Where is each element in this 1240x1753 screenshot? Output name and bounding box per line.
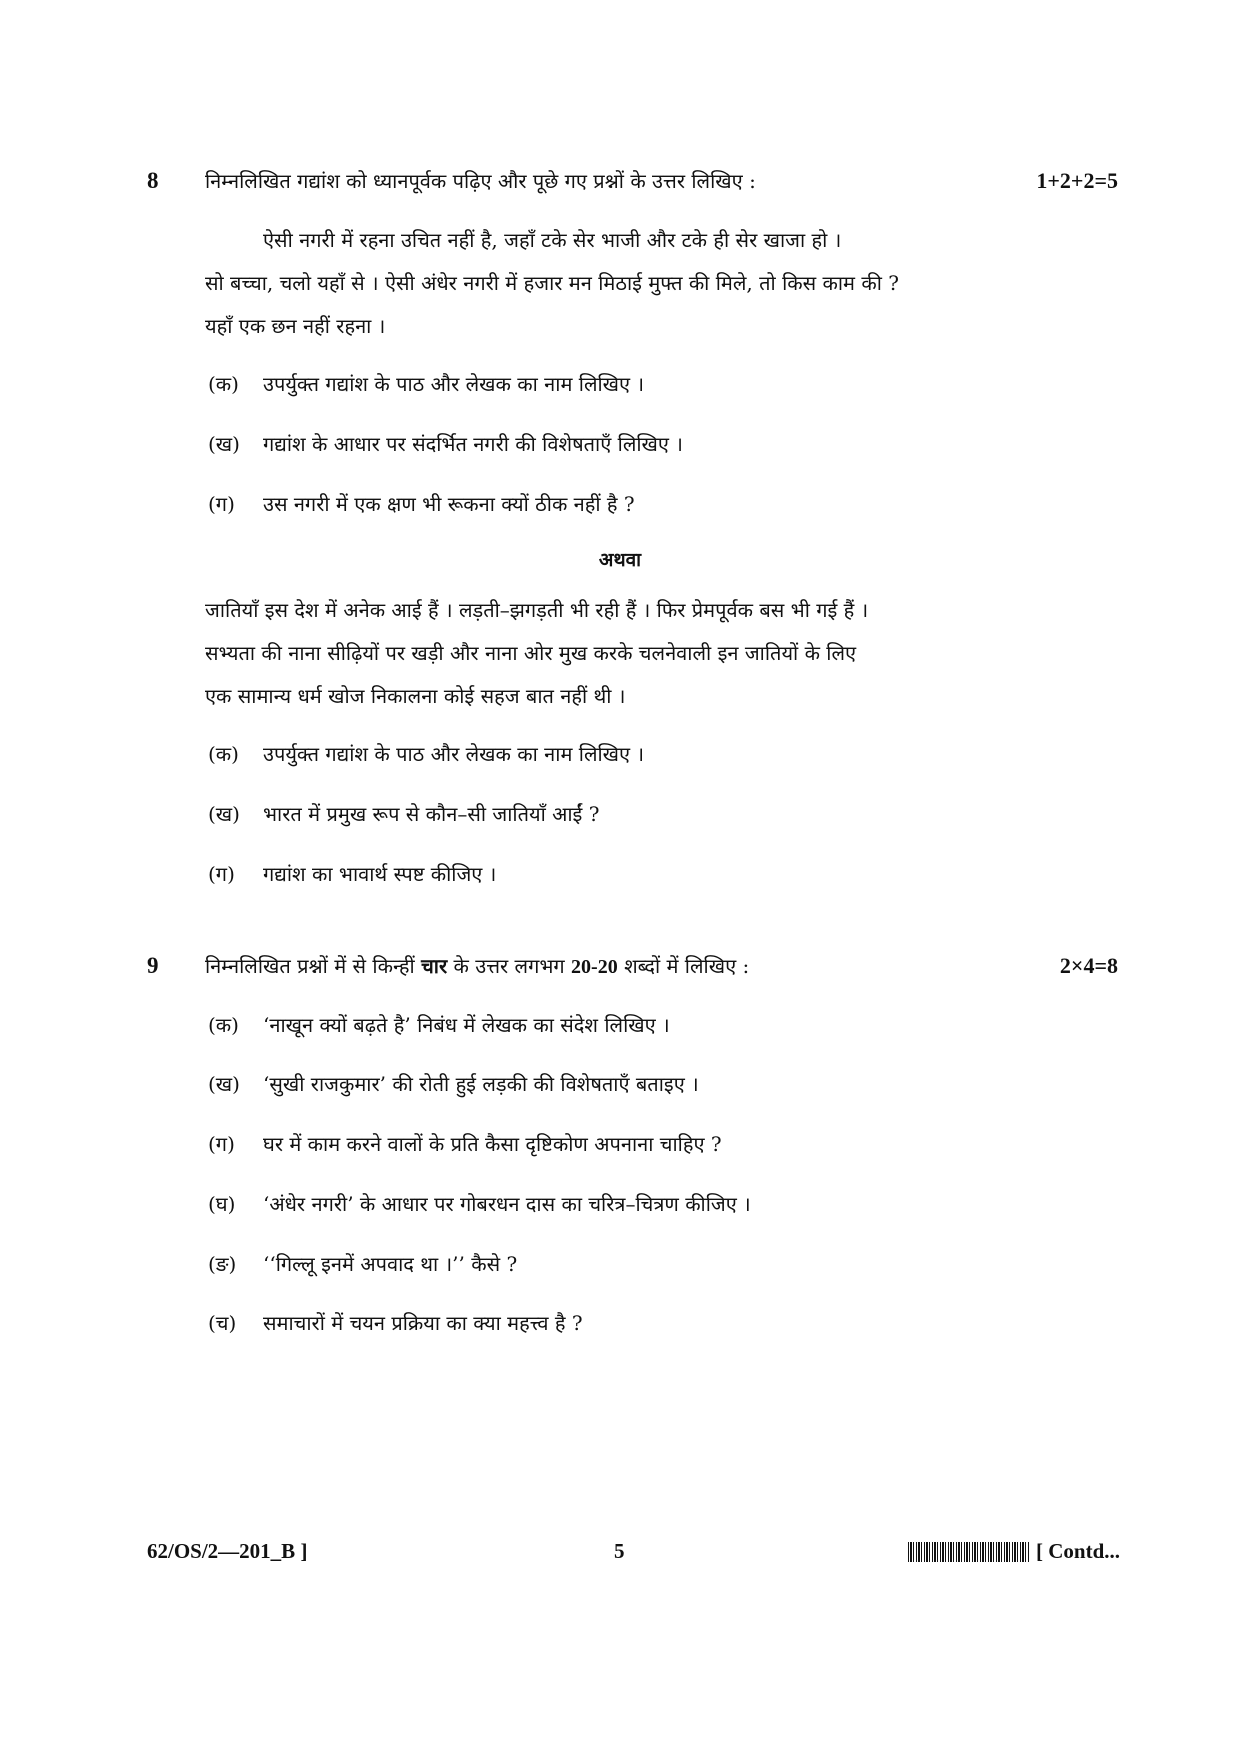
sub-question-text: घर में काम करने वालों के प्रति कैसा दृष्टिकोण अपनाना चाहिए ? <box>263 1132 722 1156</box>
sub-question-label: (ग) <box>208 492 235 516</box>
question-number: 9 <box>147 953 159 978</box>
sub-question-text: ‘‘गिल्लू इनमें अपवाद था ।’’ कैसे ? <box>263 1252 518 1276</box>
question-number: 8 <box>147 168 159 193</box>
instruction-count: चार <box>421 954 448 978</box>
question-marks: 2×4=8 <box>1059 953 1118 978</box>
paper-code: 62/OS/2—201_B ] <box>147 1539 308 1563</box>
sub-question-text: ‘सुखी राजकुमार’ की रोती हुई लड़की की विशेषताएँ बताइए । <box>263 1072 699 1096</box>
sub-question-text: गद्यांश के आधार पर संदर्भित नगरी की विशेषताएँ लिखिए । <box>263 432 683 456</box>
sub-question-text: गद्यांश का भावार्थ स्पष्ट कीजिए । <box>263 862 497 886</box>
passage-line: यहाँ एक छन नहीं रहना । <box>205 314 386 338</box>
sub-question-text: ‘नाखून क्यों बढ़ते है’ निबंध में लेखक का संदेश लिखिए । <box>263 1013 670 1037</box>
question-instruction: निम्नलिखित गद्यांश को ध्यानपूर्वक पढ़िए और पूछे गए प्रश्नों के उत्तर लिखिए : <box>205 169 756 193</box>
sub-question-label: (क) <box>208 372 239 396</box>
sub-question-text: समाचारों में चयन प्रक्रिया का क्या महत्त्व है ? <box>263 1311 583 1335</box>
sub-question-text: ‘अंधेर नगरी’ के आधार पर गोबरधन दास का चरित्र–चित्रण कीजिए । <box>263 1192 751 1216</box>
question-instruction <box>205 946 749 987</box>
sub-question-label: (च) <box>208 1311 237 1335</box>
passage-line: सभ्यता की नाना सीढ़ियों पर खड़ी और नाना ओर मुख करके चलनेवाली इन जातियों के लिए <box>205 641 857 665</box>
passage-line: जातियाँ इस देश में अनेक आई हैं । लड़ती–झगड़ती भी रही हैं । फिर प्रेमपूर्वक बस भी गई हैं । <box>205 598 869 622</box>
instruction-word-limit: 20-20 <box>571 956 618 978</box>
sub-question-label: (ख) <box>208 1072 240 1096</box>
passage-line: ऐसी नगरी में रहना उचित नहीं है, जहाँ टके सेर भाजी और टके ही सेर खाजा हो । <box>263 228 842 252</box>
instruction-part: शब्दों में लिखिए : <box>617 954 750 978</box>
passage-line: एक सामान्य धर्म खोज निकालना कोई सहज बात नहीं थी । <box>205 684 626 708</box>
sub-question-text: उपर्युक्त गद्यांश के पाठ और लेखक का नाम लिखिए । <box>263 742 645 766</box>
sub-question-text: भारत में प्रमुख रूप से कौन–सी जातियाँ आईं ? <box>263 802 600 826</box>
question-8-header <box>0 161 1240 201</box>
sub-question-label: (क) <box>208 742 239 766</box>
instruction-part: निम्नलिखित प्रश्नों में से किन्हीं <box>205 954 422 978</box>
contd-label: [ Contd... <box>1036 1539 1121 1563</box>
question-9-header <box>0 946 1240 986</box>
or-heading: अथवा <box>598 549 642 571</box>
sub-question-label: (ङ) <box>208 1252 237 1276</box>
passage-line: सो बच्चा, चलो यहाँ से । ऐसी अंधेर नगरी में हजार मन मिठाई मुफ्त की मिले, तो किस काम की ? <box>205 271 899 295</box>
sub-question-label: (ख) <box>208 802 240 826</box>
instruction-part: के उत्तर लगभग <box>447 954 572 978</box>
sub-question-label: (क) <box>208 1013 239 1037</box>
sub-question-text: उपर्युक्त गद्यांश के पाठ और लेखक का नाम लिखिए । <box>263 372 645 396</box>
question-marks: 1+2+2=5 <box>1036 168 1118 193</box>
sub-question-label: (ग) <box>208 862 235 886</box>
sub-question-label: (घ) <box>208 1192 236 1216</box>
page-number: 5 <box>614 1539 625 1563</box>
sub-question-label: (ख) <box>208 432 240 456</box>
sub-question-text: उस नगरी में एक क्षण भी रूकना क्यों ठीक नहीं है ? <box>263 492 635 516</box>
barcode-icon <box>908 1542 1030 1562</box>
sub-question-label: (ग) <box>208 1132 235 1156</box>
